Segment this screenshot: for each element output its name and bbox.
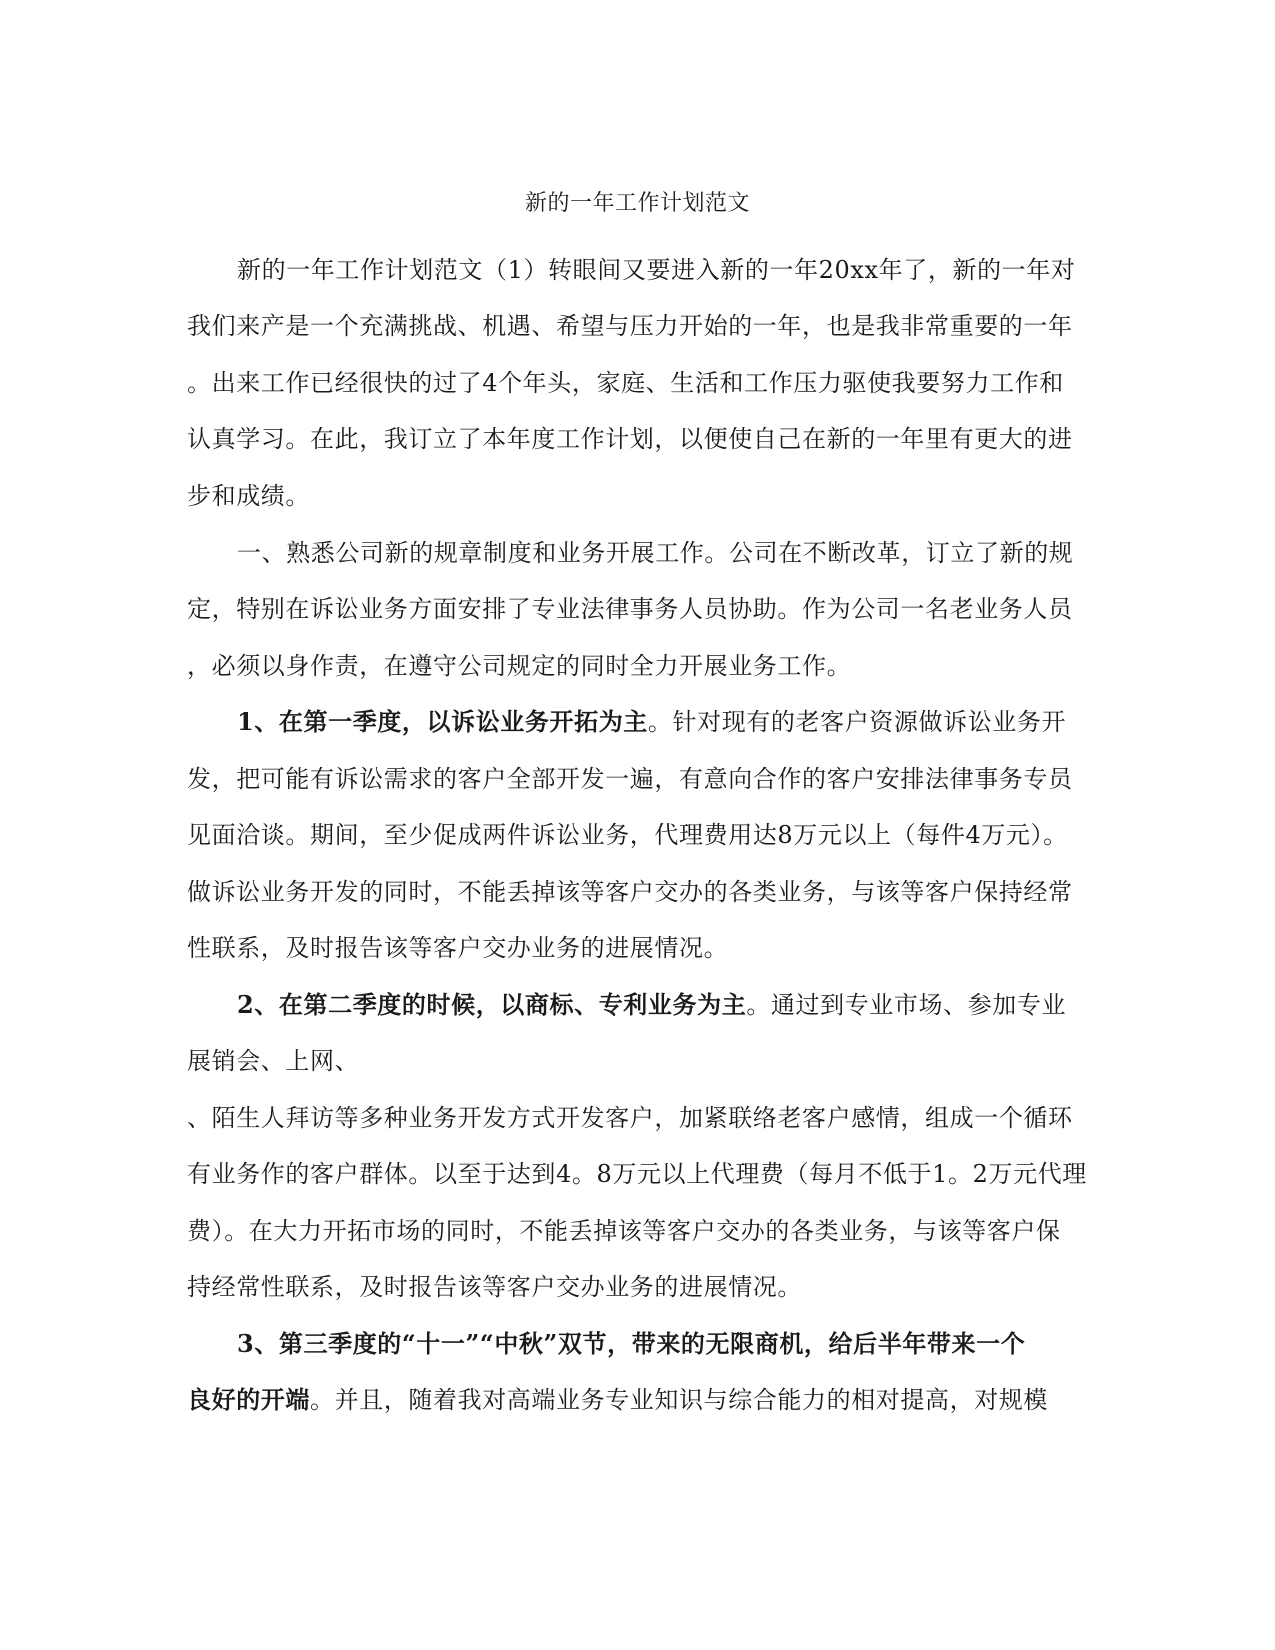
document-title: 新的一年工作计划范文	[524, 191, 750, 216]
paragraph-line	[187, 1214, 1087, 1248]
paragraph-line	[237, 253, 1137, 287]
line-text: 费）。在大力开拓市场的同时，不能丢掉该等客户交办的各类业务，与该等客户保	[187, 1217, 1061, 1245]
line-text: 一、熟悉公司新的规章制度和业务开展工作。公司在不断改革，订立了新的规	[237, 539, 1074, 567]
paragraph-line	[187, 762, 1087, 796]
line-text: 新的一年工作计划范文（1）转眼间又要进入新的一年20xx年了，新的一年对	[237, 256, 1076, 284]
line-text: 步和成绩。	[187, 482, 310, 510]
paragraph-line	[187, 1157, 1087, 1191]
paragraph-line	[237, 988, 1137, 1022]
paragraph-line	[187, 1044, 1087, 1078]
line-text: 发，把可能有诉讼需求的客户全部开发一遍，有意向合作的客户安排法律事务专员	[187, 765, 1073, 793]
line-text: 做诉讼业务开发的同时，不能丢掉该等客户交办的各类业务，与该等客户保持经常	[187, 878, 1073, 906]
paragraph-line	[237, 1327, 1137, 1361]
line-text: 。通过到专业市场、参加专业	[746, 991, 1067, 1019]
paragraph-line	[187, 1101, 1087, 1135]
paragraph-line	[187, 592, 1087, 626]
line-text: 。出来工作已经很快的过了4个年头，家庭、生活和工作压力驱使我要努力工作和	[187, 369, 1064, 397]
line-text: 认真学习。在此，我订立了本年度工作计划，以便使自己在新的一年里有更大的进	[187, 425, 1073, 453]
line-heading: 1、在第一季度，以诉讼业务开拓为主	[237, 707, 648, 736]
line-heading: 良好的开端	[187, 1385, 310, 1414]
paragraph-line	[187, 422, 1087, 456]
line-text: 、陌生人拜访等多种业务开发方式开发客户，加紧联络老客户感情，组成一个循环	[187, 1104, 1073, 1132]
paragraph-line	[187, 931, 1087, 965]
line-text: 有业务作的客户群体。以至于达到4。8万元以上代理费（每月不低于1。2万元代理	[187, 1160, 1087, 1188]
line-text: 。针对现有的老客户资源做诉讼业务开	[647, 708, 1067, 736]
line-text: 见面洽谈。期间，至少促成两件诉讼业务，代理费用达8万元以上（每件4万元）。	[187, 821, 1068, 849]
line-heading: 2、在第二季度的时候，以商标、专利业务为主	[237, 990, 747, 1019]
line-text: 持经常性联系，及时报告该等客户交办业务的进展情况。	[187, 1273, 802, 1301]
line-heading: 3、第三季度的“十一”“中秋”双节，带来的无限商机，给后半年带来一个	[237, 1329, 1026, 1358]
line-text: 展销会、上网、	[187, 1047, 360, 1075]
line-text: 我们来产是一个充满挑战、机遇、希望与压力开始的一年，也是我非常重要的一年	[187, 312, 1073, 340]
paragraph-line	[187, 1270, 1087, 1304]
paragraph-line	[187, 366, 1087, 400]
paragraph-line	[187, 1383, 1087, 1417]
paragraph-line	[237, 705, 1137, 739]
line-text: ，必须以身作责，在遵守公司规定的同时全力开展业务工作。	[187, 652, 852, 680]
line-text: 。并且，随着我对高端业务专业知识与综合能力的相对提高，对规模	[310, 1386, 1048, 1414]
paragraph-line	[237, 536, 1137, 570]
line-text: 性联系，及时报告该等客户交办业务的进展情况。	[187, 934, 729, 962]
paragraph-line	[187, 875, 1087, 909]
paragraph-line	[187, 309, 1087, 343]
paragraph-line	[187, 818, 1087, 852]
line-text: 定，特别在诉讼业务方面安排了专业法律事务人员协助。作为公司一名老业务人员	[187, 595, 1073, 623]
paragraph-line	[187, 479, 1087, 513]
paragraph-line	[187, 649, 1087, 683]
